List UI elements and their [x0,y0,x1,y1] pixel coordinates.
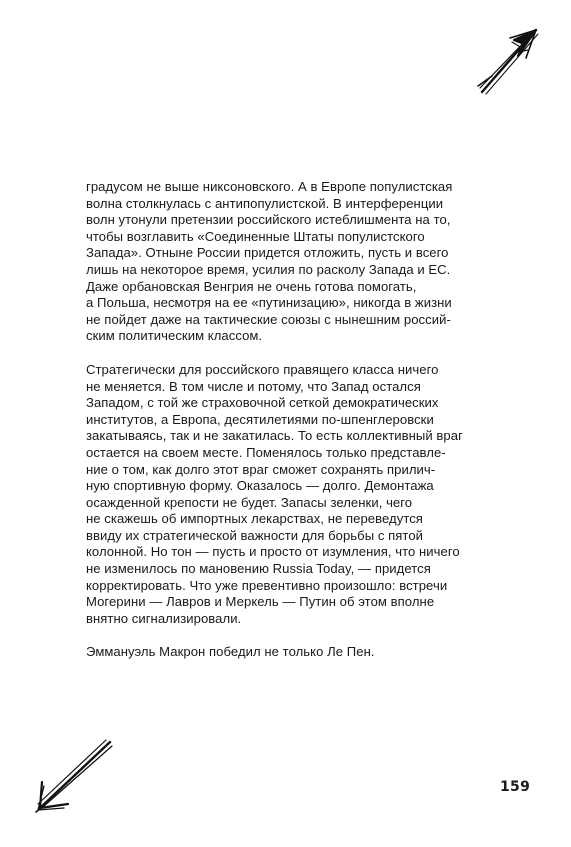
text-line: закатываясь, так и не закатилась. То есть коллективный враг [86,428,463,444]
text-line: институтов, а Европа, десятилетиями по-шпенглеровски [86,411,434,427]
paragraph [86,644,476,661]
text-line: Эммануэль Макрон победил не только Ле Пен. [86,644,375,660]
text-line: Западом, с той же страховочной сеткой демократических [86,395,439,411]
text-line: Стратегически для российского правящего класса ничего [86,361,439,377]
text-line: чтобы возглавить «Соединенные Штаты популистского [86,228,425,244]
page-number: 159 [500,779,531,795]
text-line: волна столкнулась с антипопулистской. В интерференции [86,195,444,211]
text-line: а Польша, несмотря на ее «путинизацию», никогда в жизни [86,295,452,311]
text-line: осажденной крепости не будет. Запасы зеленки, чего [86,494,413,510]
text-line: не изменилось по мановению Russia Today, — придется [86,561,431,577]
text-line: остается на своем месте. Поменялось только представле- [86,444,446,460]
text-line: лишь на некоторое время, усилия по расколу Запада и ЕС. [86,261,451,277]
text-line: внятно сигнализировали. [86,610,242,626]
text-line: колонной. Но тон — пусть и просто от изумления, что ничего [86,544,460,560]
paragraph [86,362,476,628]
text-line: волн утонули претензии российского истеблишмента на то, [86,212,451,228]
scribble-arrow-up-right-icon [470,22,548,98]
text-line: Запада». Отныне России придется отложить, пусть и всего [86,245,449,261]
text-line: Могерини — Лавров и Меркель — Путин об этом вполне [86,594,435,610]
text-line: ввиду их стратегической важности для борьбы с пятой [86,527,424,543]
text-line: ние о том, как долго этот враг сможет сохранять прилич- [86,461,436,477]
text-line: не пойдет даже на тактические союзы с нынешним россий- [86,311,451,327]
body-text [86,179,476,678]
text-line: не скажешь об импортных лекарствах, не переведутся [86,511,423,527]
text-line: Даже орбановская Венгрия не очень готова помогать, [86,278,417,294]
text-line: ную спортивную форму. Оказалось — долго. Демонтажа [86,478,434,494]
paragraph [86,179,476,345]
text-line: градусом не выше никсоновского. А в Европе популистская [86,179,453,194]
scribble-arrow-down-left-icon [28,738,116,818]
text-line: корректировать. Что уже превентивно произошло: встречи [86,577,448,593]
text-line: ским политическим классом. [86,328,263,344]
text-line: не меняется. В том числе и потому, что Запад остался [86,378,421,394]
